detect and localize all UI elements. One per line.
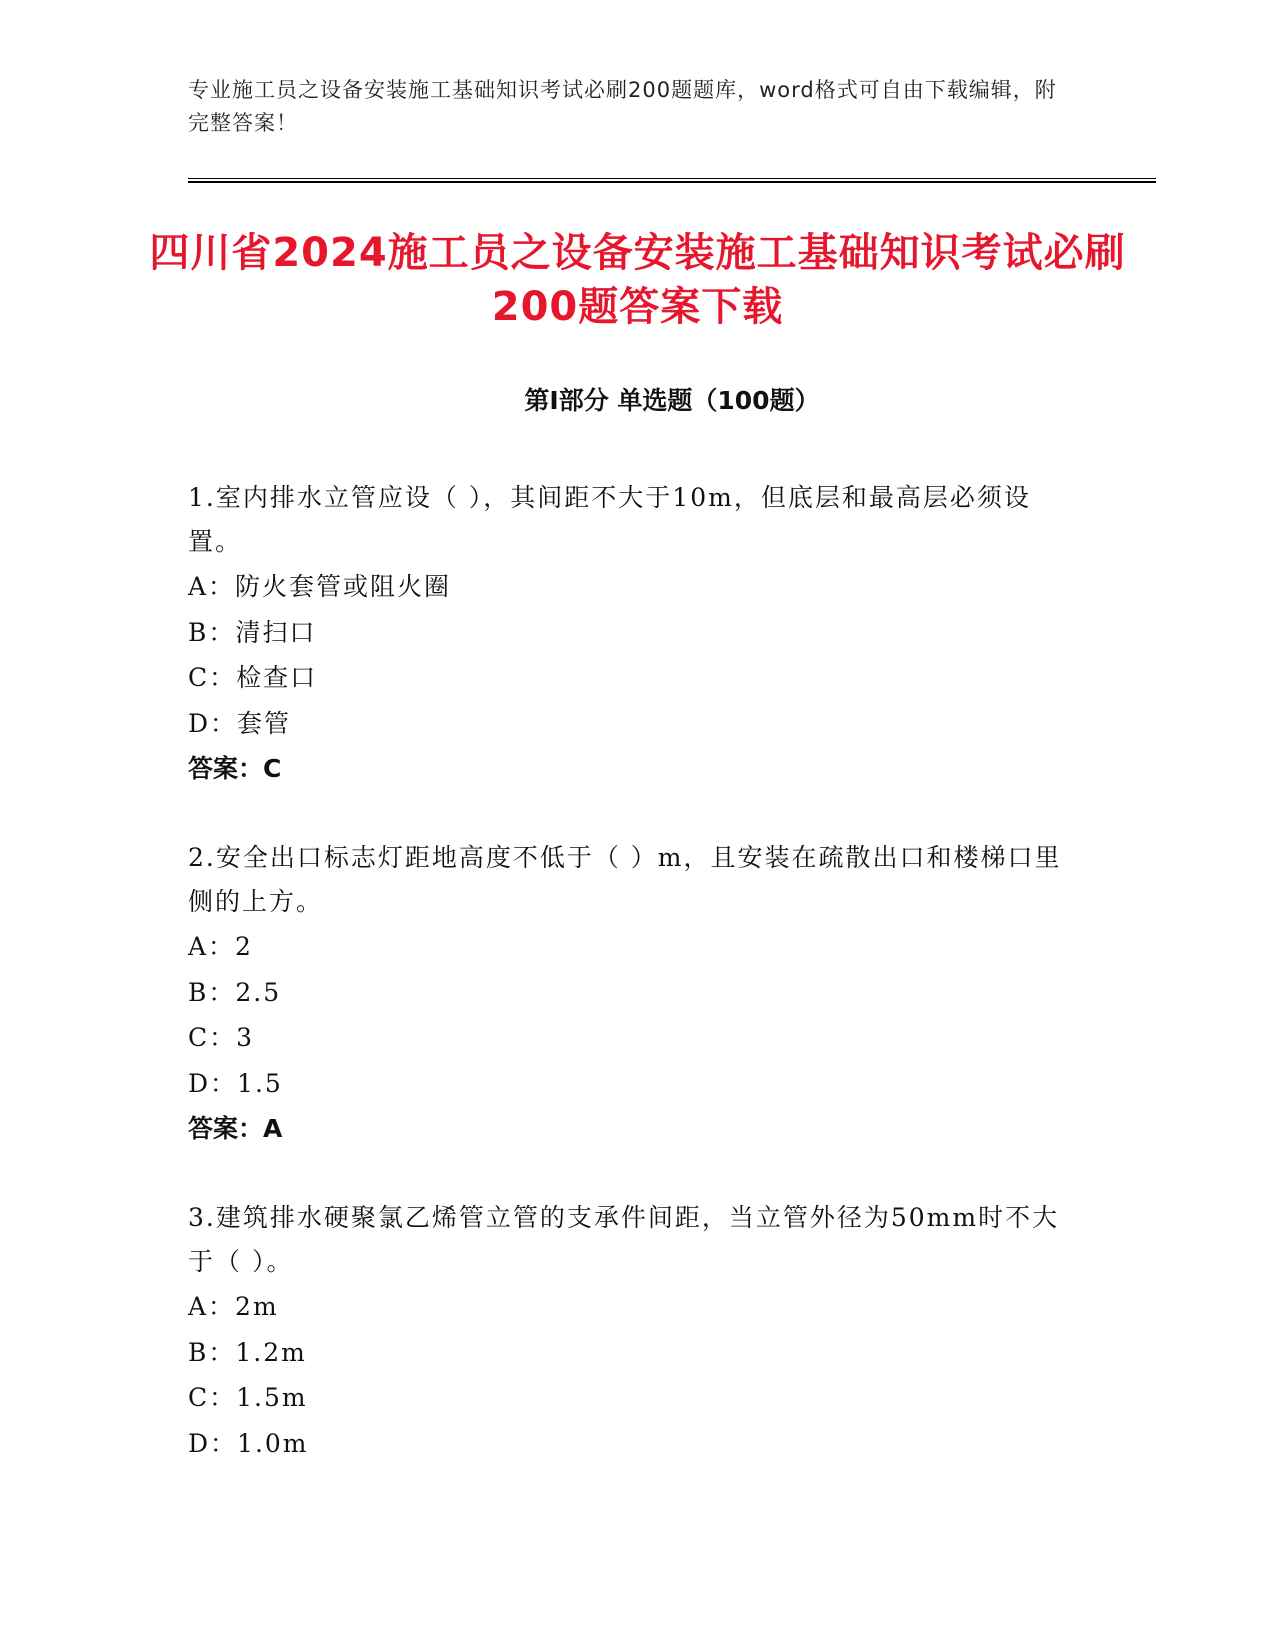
document-title: 四川省2024施工员之设备安装施工基础知识考试必刷200题答案下载 [149,230,1126,330]
option-d: D：套管 [188,708,292,738]
option-d: D：1.5 [188,1068,283,1098]
option-b: B：2.5 [188,977,282,1007]
option-b: B：1.2m [188,1337,307,1367]
question-stem: 2.安全出口标志灯距地高度不低于（ ）m，且安装在疏散出口和楼梯口里侧的上方。 [188,843,1062,916]
header-divider [188,178,1156,183]
question-1 [188,476,1068,791]
option-d: D：1.0m [188,1428,309,1458]
header-note: 专业施工员之设备安装施工基础知识考试必刷200题题库，word格式可自由下载编辑，附完整答案！ [188,78,1057,135]
section-heading: 第Ⅰ部分 单选题（100题） [524,386,820,415]
option-a: A：2 [188,932,253,961]
answer-line: 答案：A [188,1114,283,1143]
option-a: A：防火套管或阻火圈 [188,572,452,601]
option-c: C：3 [188,1023,255,1052]
question-2 [188,836,1068,1151]
option-c: C：检查口 [188,663,318,692]
question-stem: 1.室内排水立管应设（ ），其间距不大于10m，但底层和最高层必须设置。 [188,483,1031,556]
option-a: A：2m [188,1292,279,1321]
answer-line: 答案：C [188,754,282,783]
question-list [188,476,1068,1511]
option-c: C：1.5m [188,1383,308,1412]
option-b: B：清扫口 [188,617,317,647]
question-3 [188,1196,1068,1466]
question-stem: 3.建筑排水硬聚氯乙烯管立管的支承件间距，当立管外径为50mm时不大于（ ）。 [188,1203,1060,1276]
